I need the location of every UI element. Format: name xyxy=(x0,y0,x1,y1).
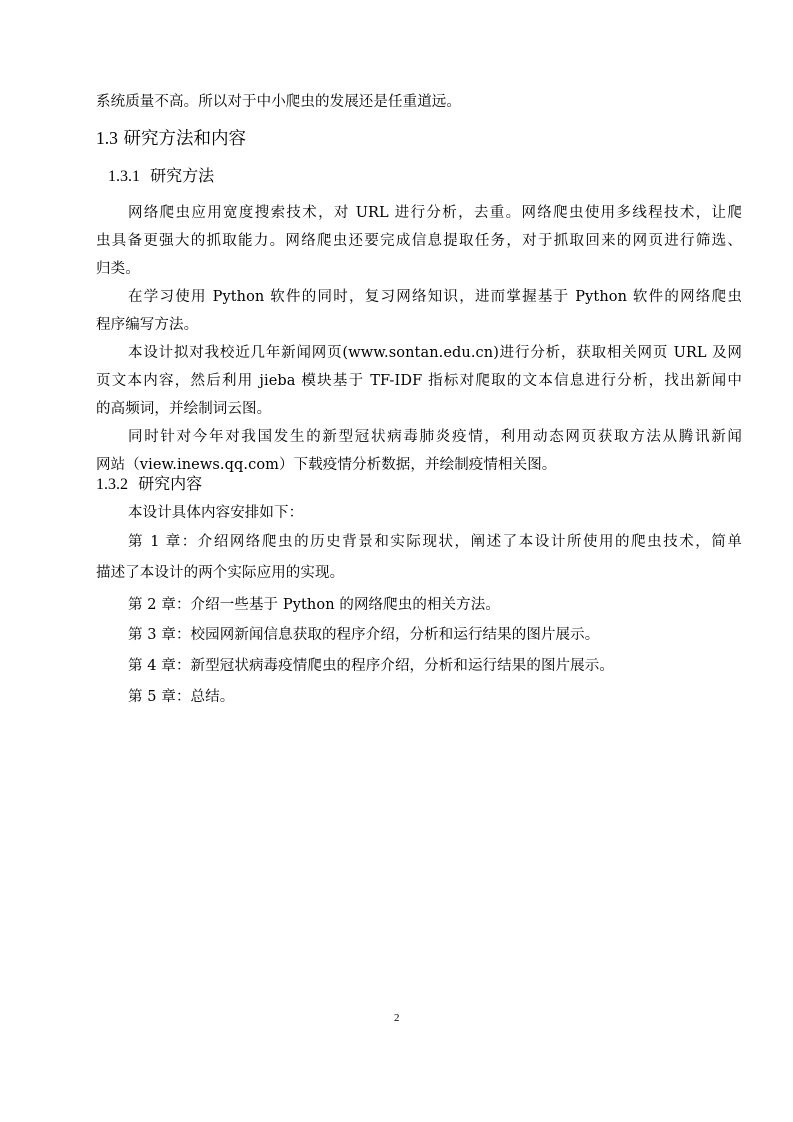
subsection-number: 1.3.2 xyxy=(96,476,128,493)
page-number: 2 xyxy=(394,1012,400,1024)
section-title: 研究方法和内容 xyxy=(123,129,246,149)
paragraph-line: 虫具备更强大的抓取能力。网络爬虫还要完成信息提取任务，对于抓取回来的网页进行筛选、 xyxy=(96,233,742,249)
subsection-heading-methods xyxy=(108,163,214,186)
paragraph-line: 程序编写方法。 xyxy=(96,317,199,333)
chapter-item-4: 第 4 章：新型冠状病毒疫情爬虫的程序介绍，分析和运行结果的图片展示。 xyxy=(128,658,614,674)
paragraph-line: 同时针对今年对我国发生的新型冠状病毒肺炎疫情，利用动态网页获取方法从腾讯新闻 xyxy=(128,429,742,445)
paragraph-line: 的高频词，并绘制词云图。 xyxy=(96,401,272,417)
paragraph-line: 归类。 xyxy=(96,261,140,277)
paragraph-line: 网站（view.inews.qq.com）下载疫情分析数据，并绘制疫情相关图。 xyxy=(96,457,557,473)
subsection-heading-content xyxy=(96,471,202,494)
paragraph-line: 本设计拟对我校近几年新闻网页(www.sontan.edu.cn)进行分析，获取相关网页 URL 及网 xyxy=(128,345,742,361)
chapter-item-1-cont: 描述了本设计的两个实际应用的实现。 xyxy=(96,565,345,581)
chapter-item-3: 第 3 章：校园网新闻信息获取的程序介绍，分析和运行结果的图片展示。 xyxy=(128,627,600,643)
chapter-item-5: 第 5 章：总结。 xyxy=(128,689,235,705)
chapter-item-2: 第 2 章：介绍一些基于 Python 的网络爬虫的相关方法。 xyxy=(128,597,500,613)
subsection-title: 研究内容 xyxy=(138,474,203,493)
subsection-number: 1.3.1 xyxy=(108,168,140,185)
section-number: 1.3 xyxy=(96,128,118,148)
paragraph-line: 页文本内容，然后利用 jieba 模块基于 TF-IDF 指标对爬取的文本信息进行分析，找出新闻中 xyxy=(96,373,742,389)
subsection-title: 研究方法 xyxy=(150,166,215,185)
paragraph-line: 在学习使用 Python 软件的同时，复习网络知识，进而掌握基于 Python 软件的网络爬虫 xyxy=(128,289,742,305)
chapter-item-1: 第 1 章：介绍网络爬虫的历史背景和实际现状，阐述了本设计所使用的爬虫技术，简单 xyxy=(128,534,742,550)
paragraph-line: 网络爬虫应用宽度搜索技术，对 URL 进行分析，去重。网络爬虫使用多线程技术，让爬 xyxy=(128,205,742,221)
paragraph-continuation: 系统质量不高。所以对于中小爬虫的发展还是任重道远。 xyxy=(96,94,461,110)
section-heading xyxy=(96,125,246,150)
paragraph-line: 本设计具体内容安排如下： xyxy=(128,505,304,521)
